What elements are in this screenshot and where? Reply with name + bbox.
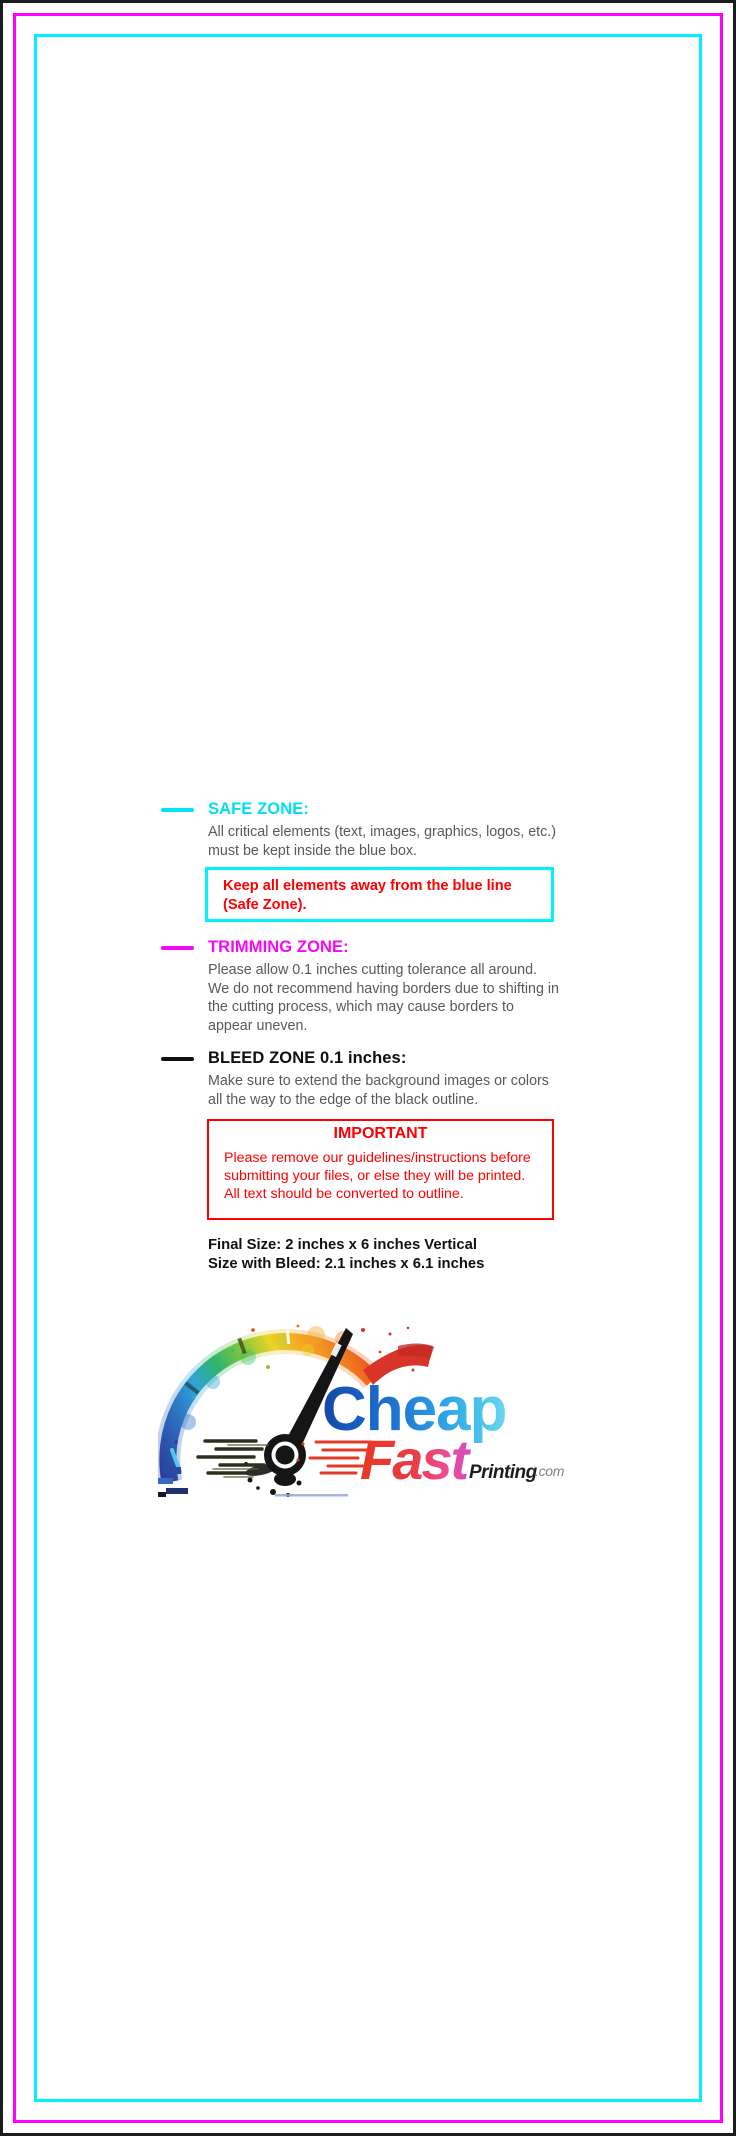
text-line: must be kept inside the blue box.	[208, 842, 418, 859]
important-description	[224, 1149, 552, 1204]
text-line: All text should be converted to outline.	[224, 1186, 464, 1203]
text-line: (Safe Zone).	[223, 897, 307, 913]
trimming-zone-dash-icon	[161, 946, 194, 950]
text-line: all the way to the edge of the black outline.	[208, 1091, 479, 1108]
text-line: Final Size: 2 inches x 6 inches Vertical	[208, 1237, 477, 1253]
safe-zone-section	[161, 800, 571, 860]
trimming-zone-description	[208, 961, 571, 1035]
logo-word-fast: Fast	[360, 1428, 468, 1491]
bleed-zone-description	[208, 1072, 571, 1109]
text-line: submitting your files, or else they will be printed.	[224, 1168, 526, 1185]
text-line: Please allow 0.1 inches cutting tolerance all around.	[208, 962, 538, 978]
text-line: All critical elements (text, images, graphics, logos, etc.)	[208, 824, 557, 840]
logo-word-cheap: Cheap	[322, 1375, 507, 1444]
text-line: the cutting process, which may cause borders to	[208, 999, 514, 1016]
bleed-zone-dash-icon	[161, 1057, 194, 1061]
fast-streak-dot	[302, 1443, 305, 1446]
cheap-fast-printing-logo	[158, 1322, 578, 1506]
logo-word-com: .com	[535, 1463, 565, 1479]
trimming-zone-section	[161, 938, 571, 1035]
text-line: Size with Bleed: 2.1 inches x 6.1 inches	[208, 1256, 485, 1272]
trimming-zone-title: TRIMMING ZONE:	[208, 938, 349, 956]
text-line: We do not recommend having borders due to shifting in	[208, 980, 560, 997]
important-notice-box	[207, 1119, 554, 1220]
fast-streak-dot	[297, 1459, 300, 1462]
bleed-zone-section	[161, 1049, 571, 1109]
final-size-text	[208, 1236, 484, 1274]
text-line: appear uneven.	[208, 1017, 308, 1034]
logo-underline	[275, 1494, 348, 1497]
safe-zone-dash-icon	[161, 808, 194, 812]
text-line: Please remove our guidelines/instructions before	[224, 1150, 531, 1166]
important-title: IMPORTANT	[333, 1125, 428, 1142]
text-line: Keep all elements away from the blue line	[223, 878, 512, 894]
bleed-zone-title: BLEED ZONE 0.1 inches:	[208, 1049, 407, 1067]
safe-zone-description	[208, 823, 571, 860]
text-line: Make sure to extend the background images or colors	[208, 1073, 549, 1089]
logo-word-printing: Printing	[469, 1462, 537, 1483]
safe-zone-note-box	[205, 867, 554, 922]
safe-zone-title: SAFE ZONE:	[208, 800, 309, 818]
